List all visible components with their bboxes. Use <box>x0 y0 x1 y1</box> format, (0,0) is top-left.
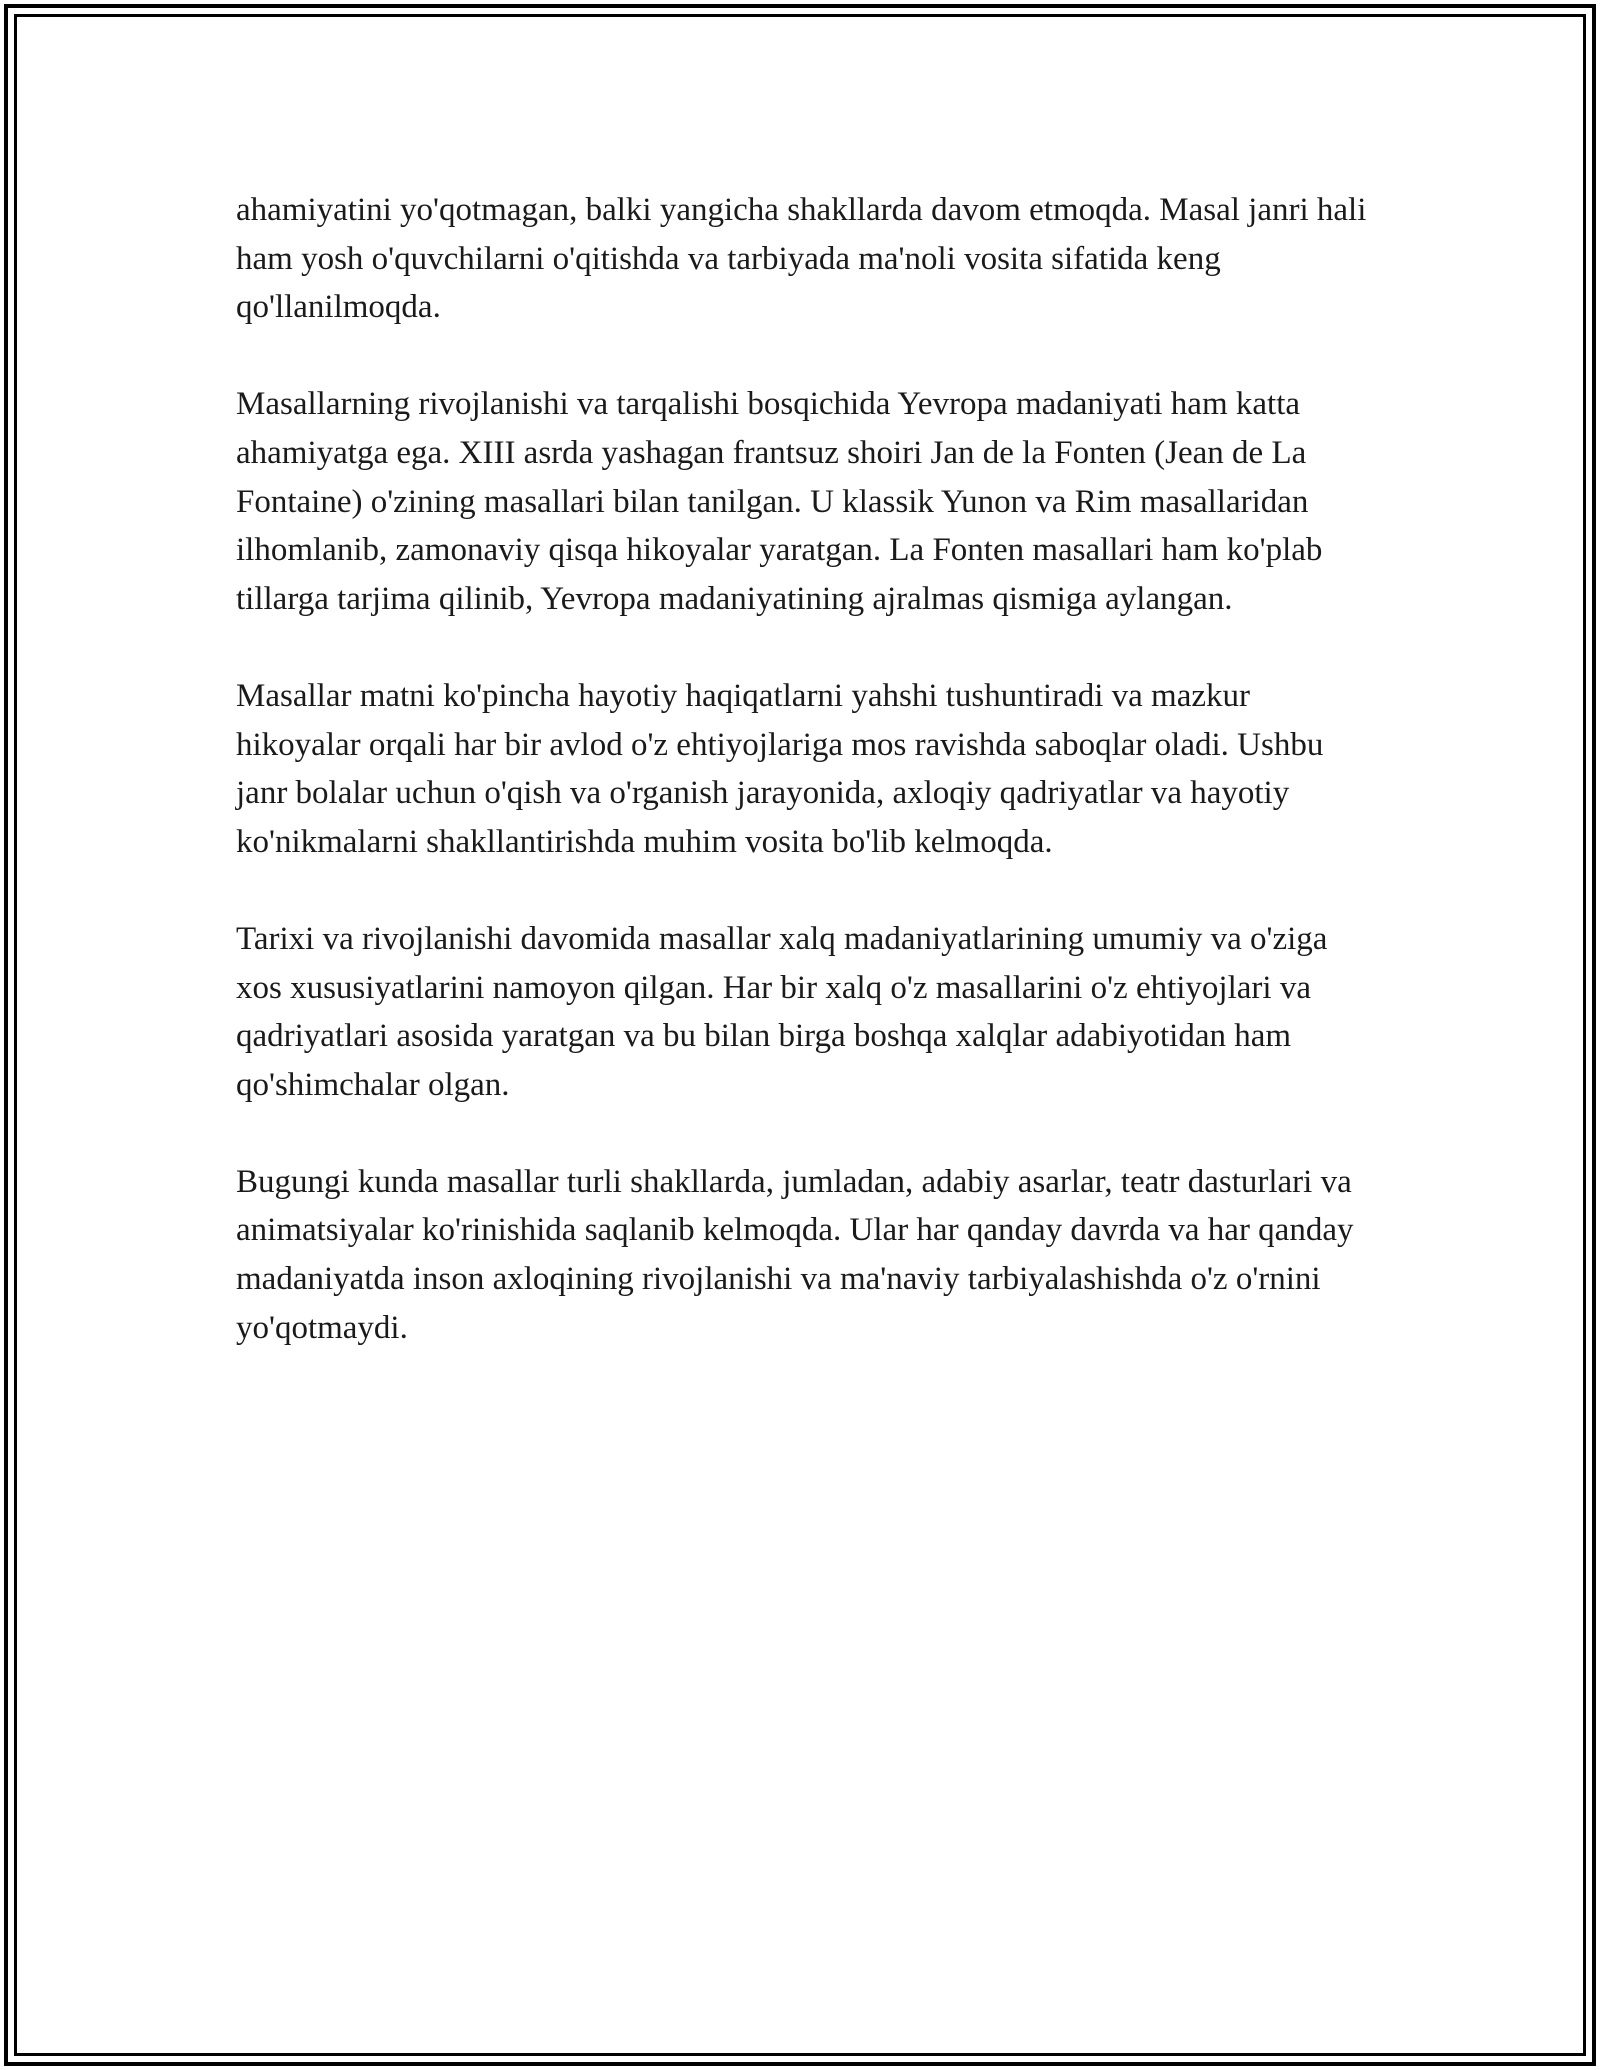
paragraph-5: Bugungi kunda masallar turli shakllarda, jumladan, adabiy asarlar, teatr dasturlari va animatsiyalar ko'rinishida saqlanib kelmoqda. Ular har qanday davrda va har qanday madaniyatda inson axloqining rivojlanishi va ma'naviy tarbiyalashishda o'z o'rnini yo'qotmaydi. <box>236 1163 1354 1346</box>
paragraph-4: Tarixi va rivojlanishi davomida masallar xalq madaniyatlarining umumiy va o'ziga xos xususiyatlarini namoyon qilgan. Har bir xalq o'z masallarini o'z ehtiyojlari va qadriyatlari asosida yaratgan va bu bilan birga boshqa xalqlar adabiyotidan ham qo'shimchalar olgan. <box>236 920 1328 1103</box>
paragraph-2: Masallarning rivojlanishi va tarqalishi bosqichida Yevropa madaniyati ham katta ahamiyatga ega. XIII asrda yashagan frantsuz shoiri Jan de la Fonten (Jean de La Fontaine) o'zining masallari bilan tanilgan. U klassik Yunon va Rim masallaridan ilhomlanib, zamonaviy qisqa hikoyalar yaratgan. La Fonten masallari ham ko'plab tillarga tarjima qilinib, Yevropa madaniyatining ajralmas qismiga aylangan. <box>236 386 1323 617</box>
paragraph-1: ahamiyatini yo'qotmagan, balki yangicha shakllarda davom etmoqda. Masal janri hali ham yosh o'quvchilarni o'qitishda va tarbiyada ma'noli vosita sifatida keng qo'llanilmoqda. <box>236 192 1367 326</box>
document-body <box>236 186 1376 1352</box>
paragraph-3: Masallar matni ko'pincha hayotiy haqiqatlarni yahshi tushuntiradi va mazkur hikoyalar orqali har bir avlod o'z ehtiyojlariga mos ravishda saboqlar oladi. Ushbu janr bolalar uchun o'qish va o'rganish jarayonida, axloqiy qadriyatlar va hayotiy ko'nikmalarni shakllantirishda muhim vosita bo'lib kelmoqda. <box>236 677 1324 860</box>
